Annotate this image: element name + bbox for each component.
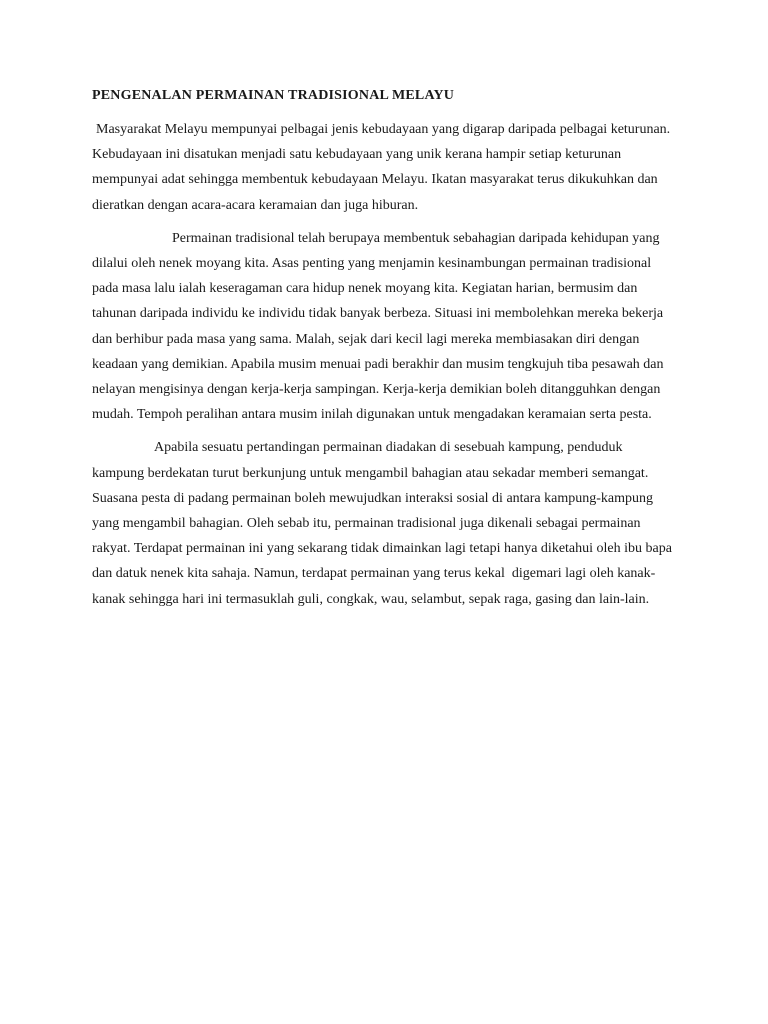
document-body (92, 85, 678, 620)
paragraph-competitions: Apabila sesuatu pertandingan permainan diadakan di sesebuah kampung, penduduk kampung berdekatan turut berkunjung untuk mengambil bahagian atau sekadar memberi semangat. Suasana pesta di padang permainan boleh mewujudkan interaksi sosial di antara kampung-kampung yang mengambil bahagian. Oleh sebab itu, permainan tradisional juga dikenali sebagai permainan rakyat. Terdapat permainan ini yang sekarang tidak dimainkan lagi tetapi hanya diketahui oleh ibu bapa dan datuk nenek kita sahaja. Namun, terdapat permainan yang terus kekal digemari lagi oleh kanak-kanak sehingga hari ini termasuklah guli, congkak, wau, selambut, sepak raga, gasing dan lain-lain. (92, 440, 676, 607)
document-title: PENGENALAN PERMAINAN TRADISIONAL MELAYU (92, 88, 455, 103)
paragraph-intro: Masyarakat Melayu mempunyai pelbagai jenis kebudayaan yang digarap daripada pelbagai keturunan. Kebudayaan ini disatukan menjadi satu kebudayaan yang unik kerana hampir setiap keturunan mempunyai adat sehingga membentuk kebudayaan Melayu. Ikatan masyarakat terus dikukuhkan dan dieratkan dengan acara-acara keramaian dan juga hiburan. (92, 122, 674, 213)
paragraph-traditional-games: Permainan tradisional telah berupaya membentuk sebahagian daripada kehidupan yang dilalui oleh nenek moyang kita. Asas penting yang menjamin kesinambungan permainan tradisional pada masa lalu ialah keseragaman cara hidup nenek moyang kita. Kegiatan harian, bermusim dan tahunan daripada individu ke individu tidak banyak berbeza. Situasi ini membolehkan mereka bekerja dan berhibur pada masa yang sama. Malah, sejak dari kecil lagi mereka membiasakan diri dengan keadaan yang demikian. Apabila musim menuai padi berakhir dan musim tengkujuh tiba pesawah dan nelayan mengisinya dengan kerja-kerja sampingan. Kerja-kerja demikian boleh ditangguhkan dengan mudah. Tempoh peralihan antara musim inilah digunakan untuk mengadakan keramaian serta pesta. (92, 230, 668, 423)
